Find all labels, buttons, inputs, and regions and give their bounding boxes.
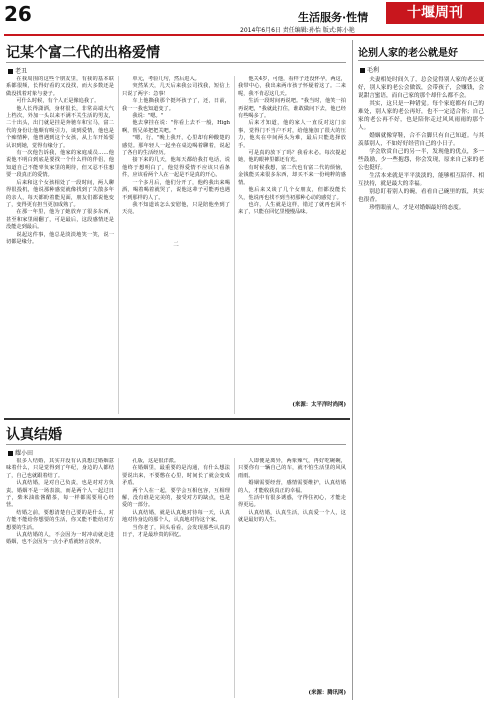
article1-byline xyxy=(8,66,27,75)
article-divider xyxy=(4,418,350,420)
sidebar-byline xyxy=(360,65,379,74)
byline-marker xyxy=(8,69,13,74)
paragraph: 可是真的放下了吗？我看未必。每次提起她，他的眼神里都还有光。 xyxy=(238,150,346,164)
paragraph: 也许，人生就是这样，错过了就再也回不来了，只能在回忆里慢慢品味。 xyxy=(238,201,346,216)
paragraph: 生活一段时间再说吧。"我当时，他笑一拍再说吧，"我就此打住，谁敢做问下去，他已经有些喝多了。 xyxy=(238,98,346,120)
article2-column-3 xyxy=(238,458,346,684)
article2-column-2 xyxy=(122,458,230,698)
paragraph: "嗯，行。"晚上我开，心里却有种酸楚的感觉。那年轻人一起坐在桌边喝着聊着，说起了各自的生活经历。 xyxy=(122,135,230,157)
article2-column-1 xyxy=(6,458,114,698)
brand-banner: 十堰周刊 xyxy=(386,2,484,24)
paragraph: 别总盯着别人的碗，看看自己碗里的饭，其实也很香。 xyxy=(358,189,484,203)
paragraph: 在婚姻里，最重要的是沟通，有什么想法要说出来，不要憋在心里，时间长了就会变成矛盾。 xyxy=(122,465,230,487)
paragraph: 有一次他告诉我，他家的家庭成员……他说他不明白到底是要找一个什么样的伴侣，他知道自己不能辜负家里的期待，但又忍不住想要一段真正的爱情。 xyxy=(6,150,114,179)
paragraph: 认真结婚，认真生活，认真爱一个人，这就是最好的人生。 xyxy=(238,509,346,524)
paragraph: 他人长得潇洒，身材很长，非常高端大气上档次，外加一头以来不满不关生活的男友，二十出头，出门就是挂是奔驰车和宝马，富二代的身份让他颇有吸引力，谈到爱情，他也是个痴情种，他曾遇到这个女孩，从上车开始要认识到她，觉得有缘分了。 xyxy=(6,105,114,149)
paragraph: 结婚之前，要想清楚自己要的是什么，对方能不能给你想要的生活，你又能不能给对方想要的生活。 xyxy=(6,509,114,531)
paragraph: 他关4岁，可他，看样子还没怀孕，两这，我带中心，我出来两市孩子怀疑着这了。二来呢，我不肯忍这几天。 xyxy=(238,76,346,97)
article2-author: 耀小田 xyxy=(15,450,34,457)
paragraph: 突然某天，几天后来我公司找我，短信上只说了两字：急事！ xyxy=(122,83,230,97)
article2-title: 认真结婚 xyxy=(6,427,62,443)
paragraph: 我说："嗯。" xyxy=(132,113,164,120)
top-rule xyxy=(4,34,484,36)
byline-marker xyxy=(360,68,365,73)
paragraph: 车上他撕我那个挺坏孩子了，还，日前，我一一我也知道变了。 xyxy=(122,98,230,112)
article1-column-3 xyxy=(238,76,346,396)
paragraph: 在我周围的这些个朋友里，有我的基本联系都很频，长得好看的又没找，而大多数还是做没找着对象与妻子。 xyxy=(6,76,114,97)
paragraph: 一个多月后，他们分开了，他约我出来喝酒，喝着喝着就哭了，说他这辈子可能再也遇不到那样的人了。 xyxy=(122,179,230,201)
sidebar-title-rule xyxy=(358,60,484,61)
paragraph: 人即便是离异，两象辣气，再好吃碗碗，只要你有一辆自己的车，就不怕生活里的风风雨雨。 xyxy=(238,458,346,479)
paragraph: 夫妻相处时间久了，总会觉得别人家的老公更好，别人家的老公会做饭，会带孩子，会赚钱，会说甜言蜜语，而自己家的那个却什么都不会。 xyxy=(358,77,484,99)
sidebar-author: 毛利 xyxy=(367,67,380,74)
dateline: 2014年6月6日 责任编辑:孙怡 版式:陈小艳 xyxy=(240,27,355,34)
article2-byline xyxy=(8,448,33,457)
page-number: 26 xyxy=(4,2,32,26)
paragraph: 单元，考验几句，然后进入。 xyxy=(132,76,200,82)
paragraph: 当你老了，回头看看，会发现那些认真的日子，才是最珍贵的回忆。 xyxy=(122,524,230,539)
sidebar-title: 论别人家的老公就是好 xyxy=(358,48,458,59)
paragraph: 婚姻需要经营，感情需要维护，认真结婚的人，才能收获真正的幸福。 xyxy=(238,480,346,494)
article2-source: (来源：腾讯网) xyxy=(308,690,346,696)
paragraph: 很多人结婚，其实并没有认真想过婚姻意味着什么，只是觉得到了年纪，身边的人都结了，自己也就跟着结了。 xyxy=(6,458,114,479)
paragraph: 两个人在一起，要学会互相包容，互相理解，没有谁是完美的，接受对方的缺点，也是爱的一部分。 xyxy=(122,487,230,509)
article1-title-rule xyxy=(6,62,346,63)
paragraph: 说起这件事，他总是淡淡地笑一笑，说一切都是缘分。 xyxy=(6,231,114,245)
paragraph: 有时候我想，富二代也有富二代的烦恼，金钱能买来很多东西，却买不来一份纯粹的感情。 xyxy=(238,164,346,186)
paragraph: 认真结婚，就是认真地对待每一天，认真地对待身边的那个人，认真地对待这个家。 xyxy=(122,509,230,524)
article1-section-marker: 二 xyxy=(173,242,179,248)
column-divider xyxy=(352,40,353,700)
paragraph: 可什么时候，有个人正是像追我了。 xyxy=(16,98,100,105)
paragraph: 我不知道该怎么安慰他，只是陪他坐到了天亮。 xyxy=(122,201,230,216)
article1-col-divider-2 xyxy=(234,76,235,414)
article1-column-1 xyxy=(6,76,114,414)
paragraph: 其实，这只是一种错觉。每个家庭都有自己的难处，别人家的老公再好，也不一定适合你；自己家的老公再不好，也是陪你走过风风雨雨的那个人。 xyxy=(358,101,484,131)
paragraph: 婚姻就像穿鞋，合不合脚只有自己知道。与其羡慕别人，不如好好经营自己的小日子。 xyxy=(358,133,484,147)
paragraph: 认真结婚的人，不会因为一时冲动就走进婚姻，也不会因为一点小矛盾就轻言放弃。 xyxy=(6,532,114,546)
paragraph: 在那一年里，他为了她放弃了很多东西，甚至和家里闹翻了，可是最后，这段感情还是没能走到最后。 xyxy=(6,209,114,231)
paragraph: 后来和这个女孩相处了一段时间，两人聊得很投机，他说那种感觉就像找到了失散多年的亲人，每天都盼着能见面，朋友们都说他变了，变得更有担当更加成熟了。 xyxy=(6,179,114,208)
article1-source: (来源：太平洋时尚网) xyxy=(292,402,346,408)
article2-title-rule xyxy=(6,444,346,445)
article1-author: 老丑 xyxy=(15,68,28,75)
article2-col-divider-1 xyxy=(118,458,119,698)
paragraph: 认真结婚，是对自己负责，也是对对方负责。婚姻不是一场表演，而是两个人一起过日子，柴米油盐酱醋茶，每一样都需要用心经营。 xyxy=(6,480,114,509)
paragraph: 生活本来就是平平淡淡的，能够相互陪伴、相互扶持，就是最大的幸福。 xyxy=(358,173,484,187)
article2-col-divider-2 xyxy=(234,458,235,698)
paragraph: 他后来又谈了几个女朋友，但都没能长久，他说再也找不到当初那种心动的感觉了。 xyxy=(238,187,346,201)
byline-marker xyxy=(8,451,13,456)
paragraph: 后来才知道，他的家人一直反对这门亲事，觉得门不当户不对，给他施加了很大的压力，他夹在中间两头为难，最后只能选择放手。 xyxy=(238,120,346,149)
section-title: 生活服务·性情 xyxy=(298,11,369,24)
paragraph: 他去拿挂在说："你看上去不一般，High啊，帮兄弟把把关吧。" xyxy=(122,120,230,134)
article1-col-divider-1 xyxy=(118,76,119,414)
paragraph: 孔版，这是很洋派。 xyxy=(132,458,180,464)
paragraph: 珍惜眼前人，才是对婚姻最好的态度。 xyxy=(369,205,465,211)
paragraph: 生活中有很多诱惑，守得住初心，才能走得更远。 xyxy=(238,495,346,509)
paragraph: 接下来的几天，他每天都给我打电话，说他终于想明白了，他觉得爱情不应该只看条件，应该看两个人在一起是不是真的开心。 xyxy=(122,157,230,179)
paragraph: 学会欣赏自己的另一半，发现他的优点，多一些鼓励，少一些抱怨，你会发现，原来自己家的老公也挺好。 xyxy=(358,149,484,171)
article1-title: 记某个富二代的出格爱情 xyxy=(6,45,160,61)
sidebar-column xyxy=(358,76,484,698)
